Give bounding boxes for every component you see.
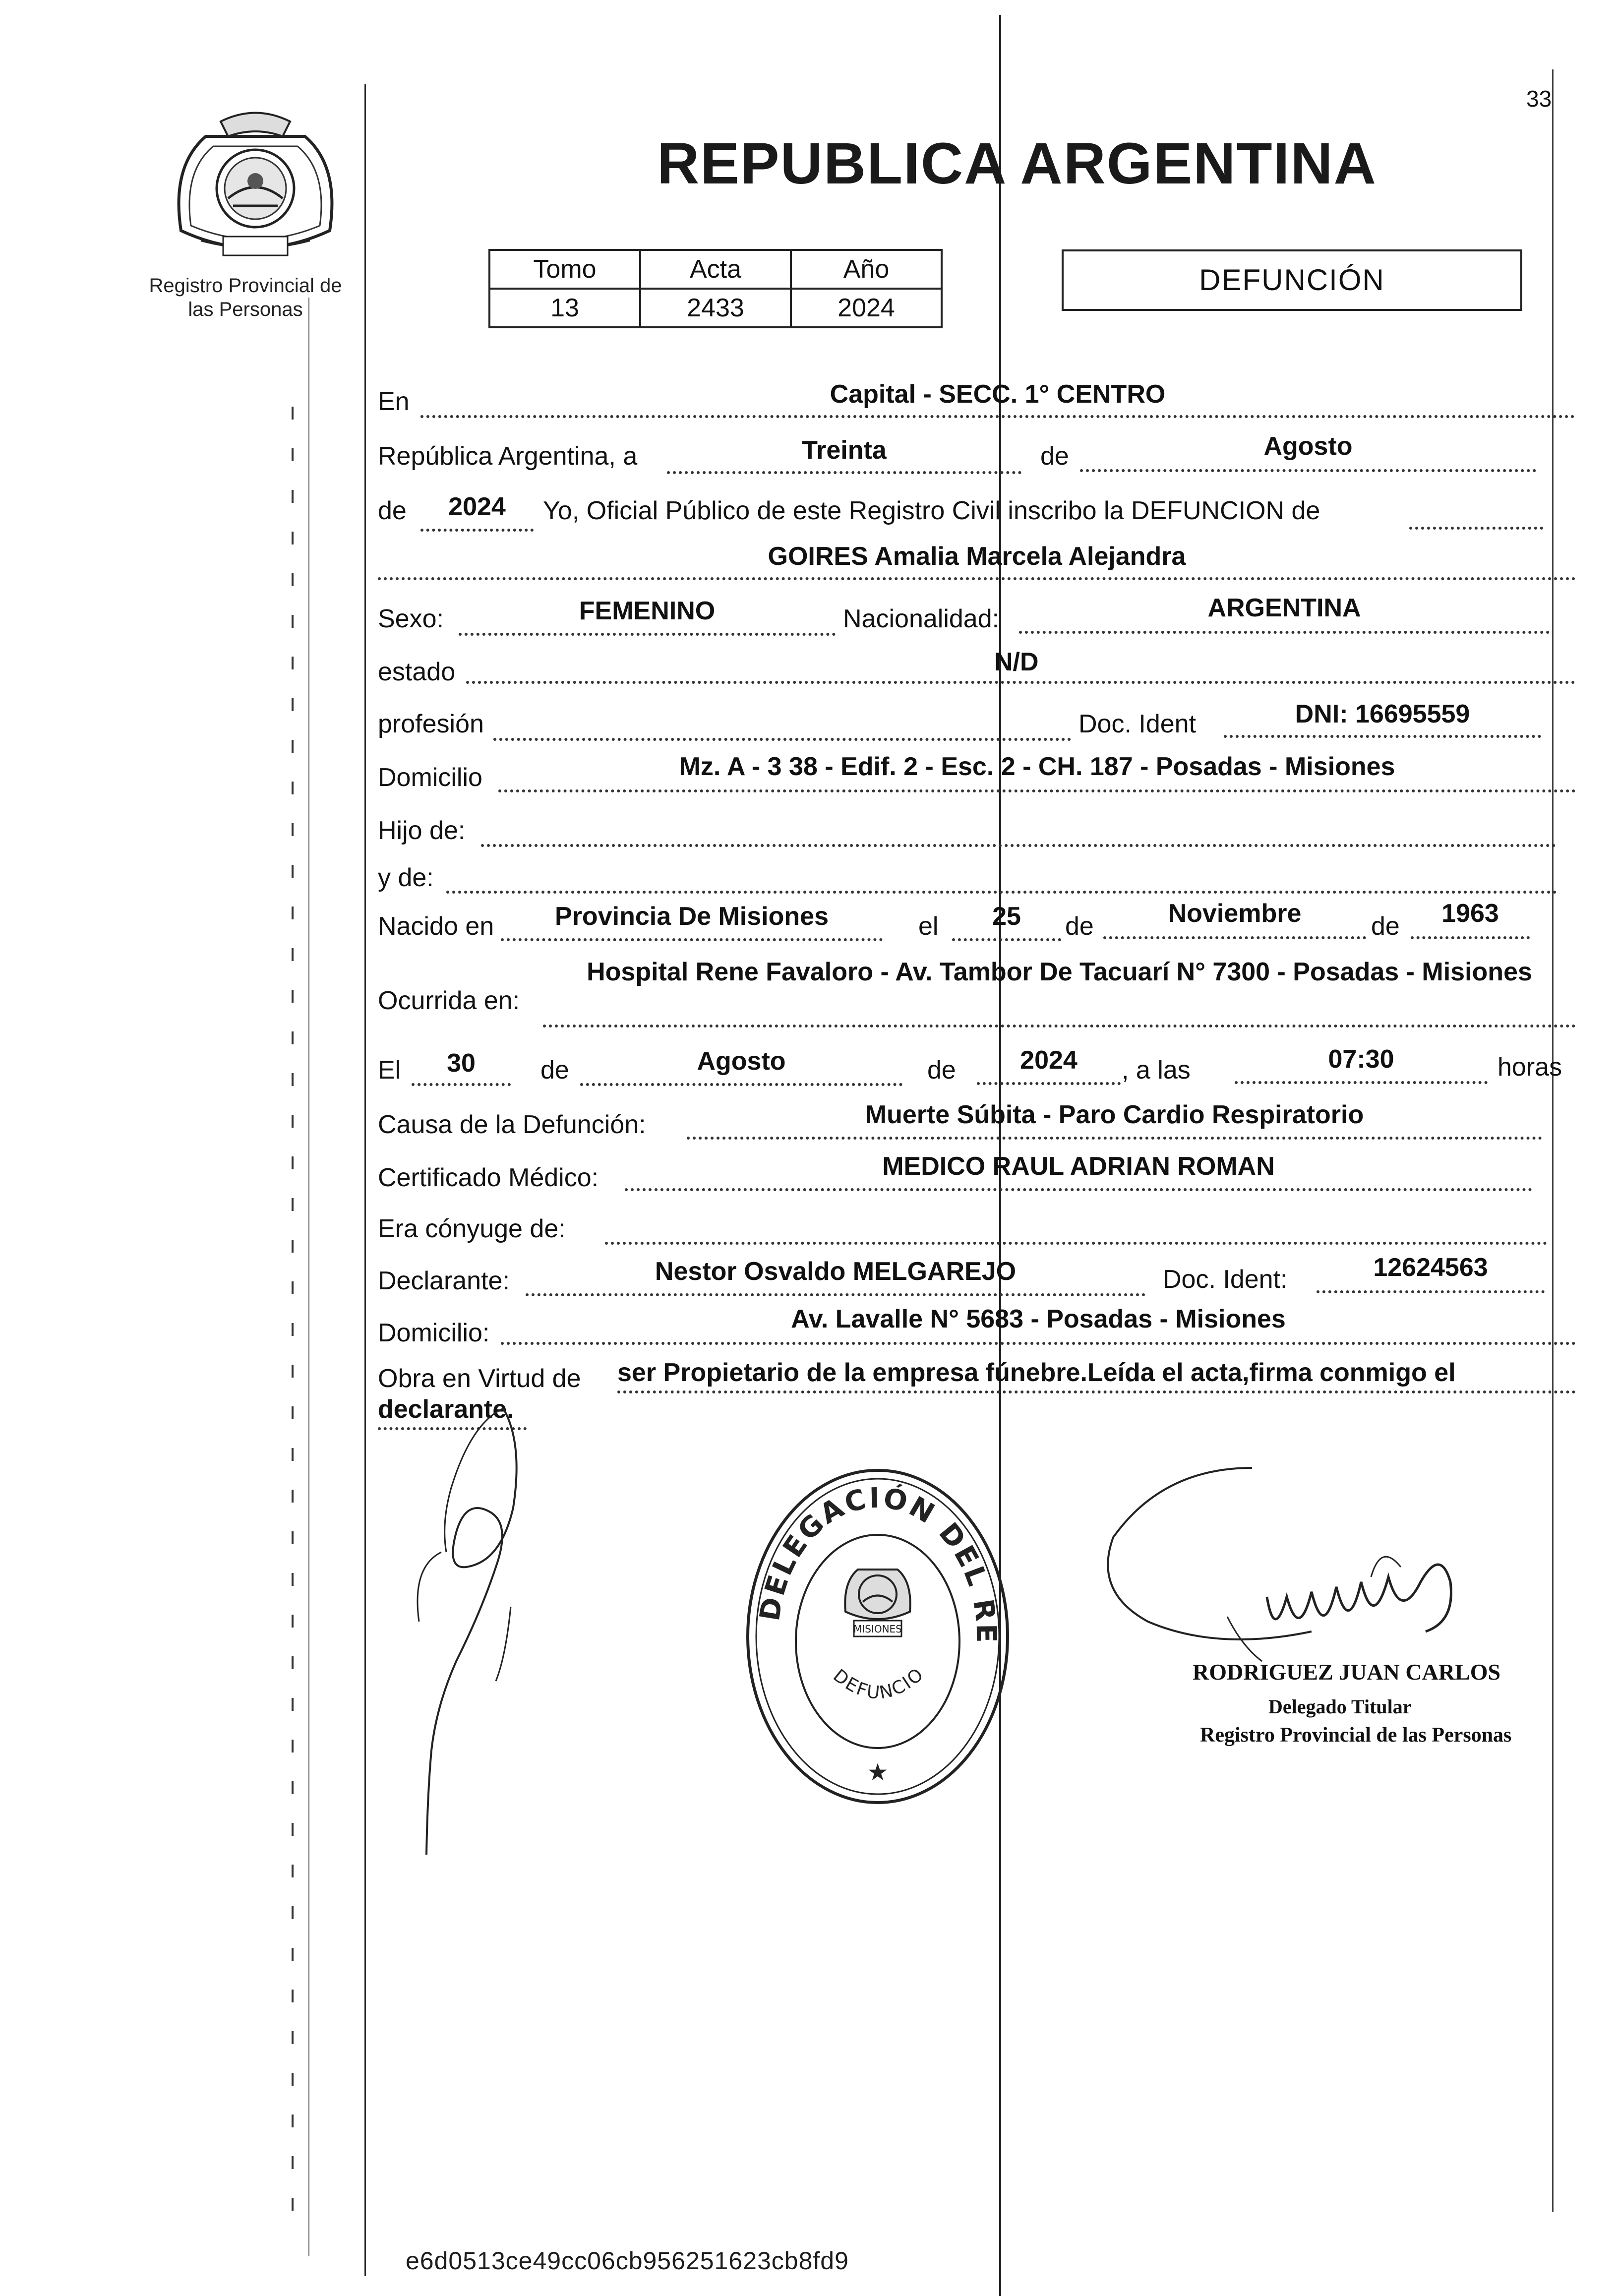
de-label-6: de xyxy=(927,1056,956,1085)
month-field: Agosto xyxy=(1080,431,1536,472)
certificado-field: MEDICO RAUL ADRIAN ROMAN xyxy=(625,1151,1532,1191)
seal-emblem-text: MISIONES xyxy=(853,1623,902,1635)
de-label-5: de xyxy=(540,1056,569,1085)
doc-ident-label-2: Doc. Ident: xyxy=(1163,1265,1288,1294)
domicilio-label: Domicilio xyxy=(378,763,482,792)
registro-seal xyxy=(744,1463,1012,1810)
hijo-field xyxy=(481,811,1556,847)
obra-label: Obra en Virtud de xyxy=(378,1364,581,1393)
provincia-misiones-logo xyxy=(171,107,340,263)
birth-day-field: 25 xyxy=(952,902,1061,941)
birth-year-field: 1963 xyxy=(1411,899,1530,939)
horas-label: horas xyxy=(1497,1053,1562,1082)
declarante-label: Declarante: xyxy=(378,1267,510,1295)
day-words-field: Treinta xyxy=(667,435,1021,474)
year-field: 2024 xyxy=(420,492,534,532)
domicilio-field: Mz. A - 3 38 - Edif. 2 - Esc. 2 - CH. 187 - Posadas - Misiones xyxy=(498,752,1576,792)
punch-dashes xyxy=(292,407,294,2239)
acta-value: 2433 xyxy=(640,289,791,327)
delegado-signature xyxy=(1103,1453,1520,1731)
a-las-label: , a las xyxy=(1122,1056,1191,1085)
de-label-2: de xyxy=(378,496,407,525)
profesion-field xyxy=(493,704,1071,741)
death-month-field: Agosto xyxy=(580,1046,902,1086)
delegado-office: Registro Provincial de las Personas xyxy=(1200,1724,1512,1747)
republica-label: República Argentina, a xyxy=(378,442,638,471)
seal-emblem-icon xyxy=(845,1570,910,1636)
anio-header: Año xyxy=(791,250,942,289)
nacido-en-field: Provincia De Misiones xyxy=(501,902,883,941)
anio-value: 2024 xyxy=(791,289,942,327)
birth-month-field: Noviembre xyxy=(1103,899,1366,939)
acta-header: Acta xyxy=(640,250,791,289)
y-de-field xyxy=(446,858,1557,894)
profesion-label: profesión xyxy=(378,710,484,738)
sexo-field: FEMENINO xyxy=(459,596,836,636)
ocurrida-en-field: Hospital Rene Favaloro - Av. Tambor De Tacuarí N° 7300 - Posadas - Misiones xyxy=(543,953,1576,1027)
conyuge-field xyxy=(605,1210,1547,1245)
left-margin-line xyxy=(364,84,366,2276)
document-type-box: DEFUNCIÓN xyxy=(1062,249,1522,311)
declarante-field: Nestor Osvaldo MELGAREJO xyxy=(526,1257,1145,1296)
death-time-field: 07:30 xyxy=(1235,1044,1488,1084)
certificado-label: Certificado Médico: xyxy=(378,1163,599,1192)
place-field: Capital - SECC. 1° CENTRO xyxy=(420,379,1575,418)
reference-table xyxy=(488,249,943,328)
estado-label: estado xyxy=(378,658,456,686)
causa-label: Causa de la Defunción: xyxy=(378,1110,646,1139)
oficial-trailing-field xyxy=(1409,496,1543,530)
domicilio2-field: Av. Lavalle N° 5683 - Posadas - Misiones xyxy=(501,1304,1576,1345)
nacido-label: Nacido en xyxy=(378,912,494,941)
doc-ident-label: Doc. Ident xyxy=(1078,710,1197,738)
ocurrida-label: Ocurrida en: xyxy=(378,986,520,1015)
obra-line1-field: ser Propietario de la empresa fúnebre.Leída el acta,firma conmigo el xyxy=(617,1358,1576,1393)
left-edge-line xyxy=(308,298,309,2256)
oficial-text: Yo, Oficial Público de este Registro Civil inscribo la DEFUNCION de xyxy=(543,496,1320,525)
nacionalidad-label: Nacionalidad: xyxy=(843,604,1000,633)
declarante-signature xyxy=(397,1403,555,1860)
tomo-value: 13 xyxy=(489,289,640,327)
seal-outer-text: DELEGACIÓN DEL RE xyxy=(753,1482,1003,1645)
tomo-header: Tomo xyxy=(489,250,640,289)
el-label-2: El xyxy=(378,1056,401,1085)
de-label-1: de xyxy=(1040,442,1069,471)
seal-inner-text: DEFUNCIO xyxy=(829,1663,929,1703)
domicilio2-label: Domicilio: xyxy=(378,1319,490,1347)
y-de-label: y de: xyxy=(378,863,434,892)
delegado-title: Delegado Titular xyxy=(1268,1695,1412,1718)
page-number: 33 xyxy=(1526,86,1552,112)
conyuge-label: Era cónyuge de: xyxy=(378,1214,566,1243)
registro-provincial-label: Registro Provincial de las Personas xyxy=(149,275,342,320)
death-day-field: 30 xyxy=(412,1048,511,1086)
el-label: el xyxy=(918,912,939,941)
de-label-4: de xyxy=(1371,912,1400,941)
seal-star-icon: ★ xyxy=(867,1758,889,1786)
page-title: REPUBLICA ARGENTINA xyxy=(657,131,1377,196)
deceased-name-field: GOIRES Amalia Marcela Alejandra xyxy=(378,542,1576,580)
hijo-label: Hijo de: xyxy=(378,816,466,845)
doc-field: DNI: 16695559 xyxy=(1224,699,1541,738)
estado-field: N/D xyxy=(466,647,1575,684)
sexo-label: Sexo: xyxy=(378,604,444,633)
nacionalidad-field: ARGENTINA xyxy=(1019,593,1550,634)
declarante-doc-field: 12624563 xyxy=(1317,1253,1545,1293)
death-year-field: 2024 xyxy=(977,1045,1121,1085)
causa-field: Muerte Súbita - Paro Cardio Respiratorio xyxy=(687,1100,1542,1140)
en-label: En xyxy=(378,387,410,416)
document-hash: e6d0513ce49cc06cb956251623cb8fd9 xyxy=(406,2247,849,2275)
obra-line2-field: declarante. xyxy=(378,1394,527,1430)
delegado-name: RODRIGUEZ JUAN CARLOS xyxy=(1193,1659,1501,1685)
de-label-3: de xyxy=(1065,912,1094,941)
